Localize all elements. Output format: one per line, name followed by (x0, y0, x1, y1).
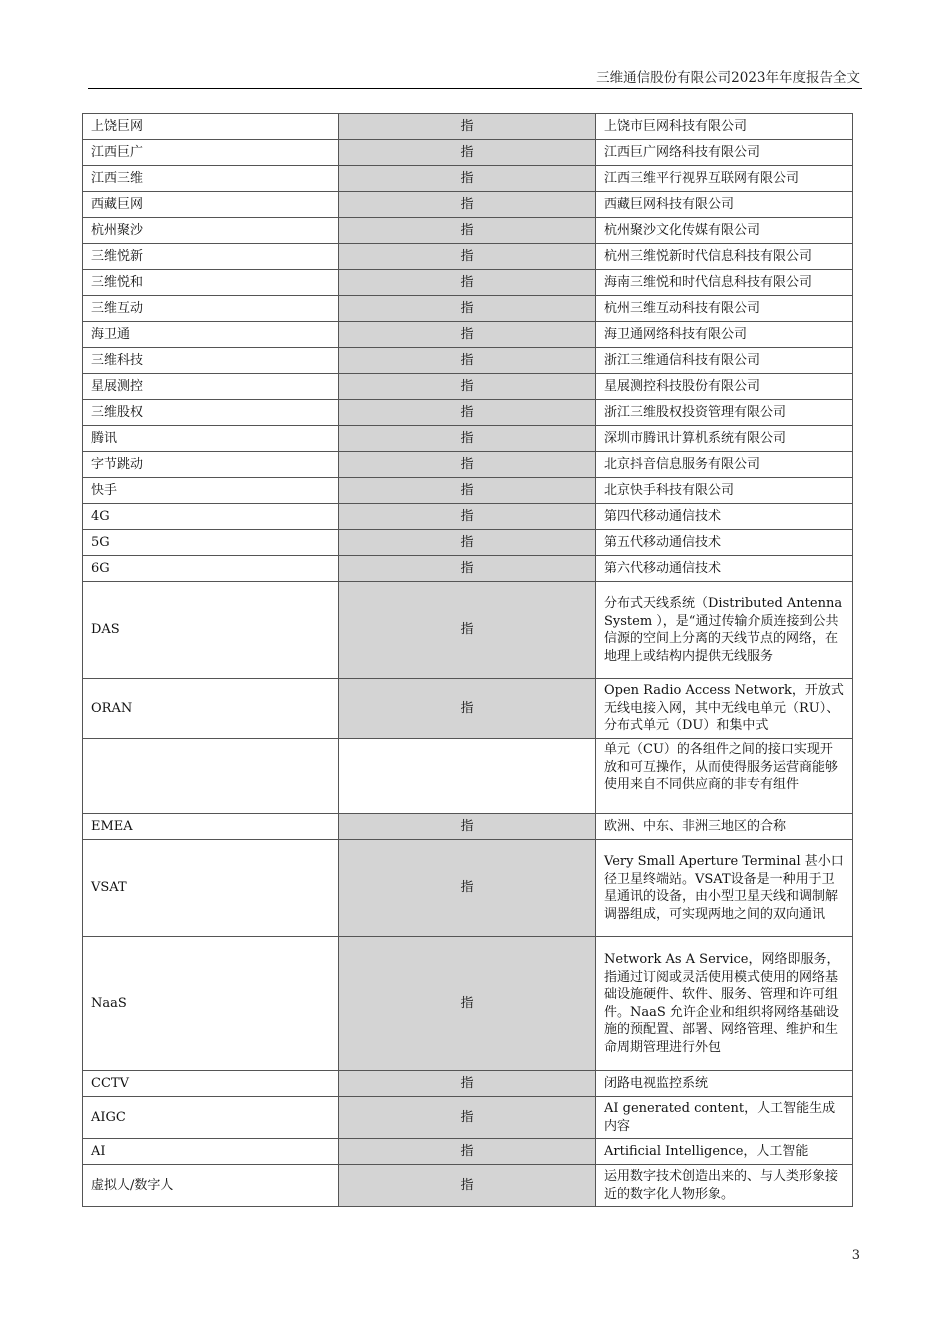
separator-cell: 指 (339, 166, 596, 192)
term-cell: ORAN (83, 679, 339, 739)
definition-cell: 运用数字技术创造出来的、与人类形象接近的数字化人物形象。 (596, 1165, 853, 1207)
definition-cell: AI generated content，人工智能生成内容 (596, 1097, 853, 1139)
table-row (83, 840, 853, 937)
definition-cell: 浙江三维股权投资管理有限公司 (596, 400, 853, 426)
definitions-table (82, 113, 853, 1207)
table-row (83, 937, 853, 1071)
table-row (83, 296, 853, 322)
definition-cell: 江西巨广网络科技有限公司 (596, 140, 853, 166)
table-row (83, 556, 853, 582)
term-cell: 4G (83, 504, 339, 530)
definition-cell: 第六代移动通信技术 (596, 556, 853, 582)
term-cell: 星展测控 (83, 374, 339, 400)
term-cell: DAS (83, 582, 339, 679)
table-row (83, 1165, 853, 1207)
table-row (83, 504, 853, 530)
definition-cell: 杭州聚沙文化传媒有限公司 (596, 218, 853, 244)
definition-cell: 浙江三维通信科技有限公司 (596, 348, 853, 374)
table-row (83, 814, 853, 840)
definition-cell: 北京快手科技有限公司 (596, 478, 853, 504)
definition-cell: 星展测控科技股份有限公司 (596, 374, 853, 400)
separator-cell: 指 (339, 1071, 596, 1097)
header-title: 三维通信股份有限公司2023年年度报告全文 (596, 70, 860, 86)
term-cell: 三维悦和 (83, 270, 339, 296)
separator-cell: 指 (339, 814, 596, 840)
term-cell: VSAT (83, 840, 339, 937)
definition-cell: 深圳市腾讯计算机系统有限公司 (596, 426, 853, 452)
separator-cell: 指 (339, 140, 596, 166)
definition-cell: 西藏巨网科技有限公司 (596, 192, 853, 218)
separator-cell (339, 739, 596, 814)
separator-cell: 指 (339, 530, 596, 556)
term-cell: 腾讯 (83, 426, 339, 452)
table-row (83, 478, 853, 504)
separator-cell: 指 (339, 322, 596, 348)
definition-cell: Artificial Intelligence，人工智能 (596, 1139, 853, 1165)
table-row (83, 582, 853, 679)
separator-cell: 指 (339, 244, 596, 270)
definition-cell: 上饶市巨网科技有限公司 (596, 114, 853, 140)
table-row (83, 244, 853, 270)
definition-cell: 海卫通网络科技有限公司 (596, 322, 853, 348)
separator-cell: 指 (339, 504, 596, 530)
term-cell: 三维科技 (83, 348, 339, 374)
term-cell: 江西三维 (83, 166, 339, 192)
definition-cell: 杭州三维悦新时代信息科技有限公司 (596, 244, 853, 270)
separator-cell: 指 (339, 270, 596, 296)
table-row (83, 270, 853, 296)
table-row (83, 452, 853, 478)
separator-cell: 指 (339, 374, 596, 400)
term-cell: 快手 (83, 478, 339, 504)
separator-cell: 指 (339, 192, 596, 218)
separator-cell: 指 (339, 478, 596, 504)
separator-cell: 指 (339, 400, 596, 426)
term-cell: 上饶巨网 (83, 114, 339, 140)
table-row (83, 739, 853, 814)
term-cell: CCTV (83, 1071, 339, 1097)
term-cell: EMEA (83, 814, 339, 840)
definition-cell: 分布式天线系统（Distributed Antenna System ），是“通过传输介质连接到公共信源的空间上分离的天线节点的网络，在地理上或结构内提供无线服务 (596, 582, 853, 679)
table-row (83, 1071, 853, 1097)
separator-cell: 指 (339, 840, 596, 937)
table-row (83, 140, 853, 166)
definition-cell: 杭州三维互动科技有限公司 (596, 296, 853, 322)
table-row (83, 400, 853, 426)
definition-cell: 单元（CU）的各组件之间的接口实现开放和可互操作，从而使得服务运营商能够使用来自不同供应商的非专有组件 (596, 739, 853, 814)
separator-cell: 指 (339, 556, 596, 582)
separator-cell: 指 (339, 348, 596, 374)
table-row (83, 679, 853, 739)
separator-cell: 指 (339, 1165, 596, 1207)
term-cell: 6G (83, 556, 339, 582)
definition-cell: 江西三维平行视界互联网有限公司 (596, 166, 853, 192)
table-row (83, 1097, 853, 1139)
definition-cell: 第五代移动通信技术 (596, 530, 853, 556)
definition-cell: 北京抖音信息服务有限公司 (596, 452, 853, 478)
term-cell: 西藏巨网 (83, 192, 339, 218)
term-cell: 三维悦新 (83, 244, 339, 270)
page-number: 3 (851, 1248, 860, 1263)
term-cell: 三维互动 (83, 296, 339, 322)
term-cell: AIGC (83, 1097, 339, 1139)
definition-cell: Open Radio Access Network，开放式无线电接入网，其中无线电单元（RU）、分布式单元（DU）和集中式 (596, 679, 853, 739)
table-row (83, 218, 853, 244)
term-cell (83, 739, 339, 814)
definition-cell: 第四代移动通信技术 (596, 504, 853, 530)
term-cell: 海卫通 (83, 322, 339, 348)
definition-cell: Very Small Aperture Terminal 甚小口径卫星终端站。VSAT设备是一种用于卫星通讯的设备，由小型卫星天线和调制解调器组成，可实现两地之间的双向通讯 (596, 840, 853, 937)
separator-cell: 指 (339, 1139, 596, 1165)
header-rule (88, 88, 862, 89)
term-cell: 5G (83, 530, 339, 556)
term-cell: 字节跳动 (83, 452, 339, 478)
definition-cell: 海南三维悦和时代信息科技有限公司 (596, 270, 853, 296)
term-cell: 杭州聚沙 (83, 218, 339, 244)
term-cell: 江西巨广 (83, 140, 339, 166)
term-cell: AI (83, 1139, 339, 1165)
table-row (83, 348, 853, 374)
separator-cell: 指 (339, 296, 596, 322)
separator-cell: 指 (339, 426, 596, 452)
table-row (83, 426, 853, 452)
separator-cell: 指 (339, 679, 596, 739)
table-row (83, 192, 853, 218)
table-row (83, 374, 853, 400)
separator-cell: 指 (339, 582, 596, 679)
term-cell: 三维股权 (83, 400, 339, 426)
table-row (83, 322, 853, 348)
table-row (83, 1139, 853, 1165)
definition-cell: 欧洲、中东、非洲三地区的合称 (596, 814, 853, 840)
table-row (83, 166, 853, 192)
separator-cell: 指 (339, 1097, 596, 1139)
separator-cell: 指 (339, 937, 596, 1071)
separator-cell: 指 (339, 114, 596, 140)
table-row (83, 530, 853, 556)
definition-cell: 闭路电视监控系统 (596, 1071, 853, 1097)
table-row (83, 114, 853, 140)
term-cell: 虚拟人/数字人 (83, 1165, 339, 1207)
separator-cell: 指 (339, 452, 596, 478)
definition-cell: Network As A Service，网络即服务，指通过订阅或灵活使用模式使用的网络基础设施硬件、软件、服务、管理和许可组件。NaaS 允许企业和组织将网络基础设施的预配置、部署、网络管理、维护和生命周期管理进行外包 (596, 937, 853, 1071)
term-cell: NaaS (83, 937, 339, 1071)
separator-cell: 指 (339, 218, 596, 244)
